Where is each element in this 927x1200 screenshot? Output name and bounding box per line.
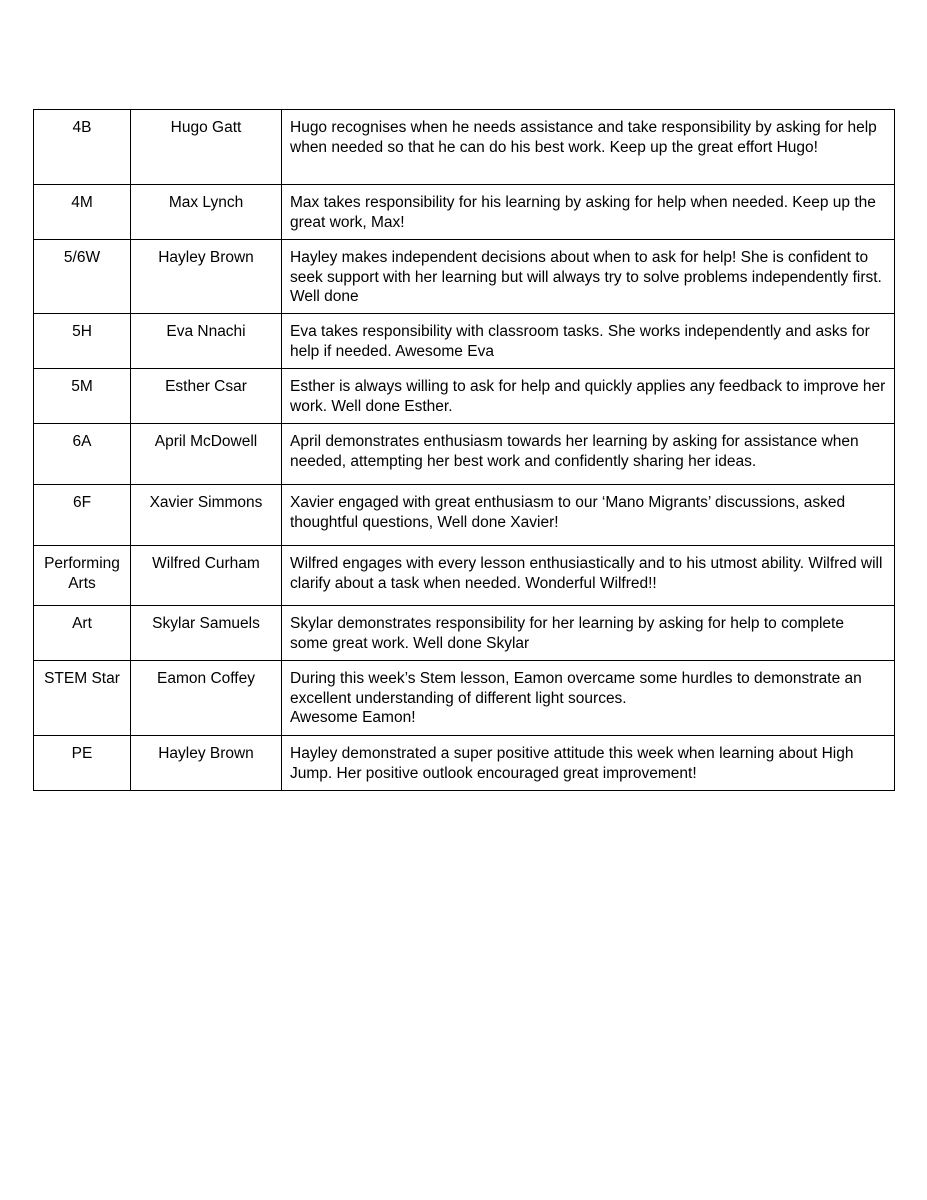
table-row xyxy=(34,424,895,485)
table-row xyxy=(34,369,895,424)
class-cell: STEM Star xyxy=(34,661,131,736)
comment-cell: April demonstrates enthusiasm towards her learning by asking for assistance when needed, attempting her best work and confidently sharing her ideas. xyxy=(282,424,895,485)
comment-cell: Eva takes responsibility with classroom tasks. She works independently and asks for help if needed. Awesome Eva xyxy=(282,314,895,369)
student-name-cell: Esther Csar xyxy=(131,369,282,424)
comment-cell: Hugo recognises when he needs assistance and take responsibility by asking for help when needed so that he can do his best work. Keep up the great effort Hugo! xyxy=(282,110,895,185)
student-name-cell: Xavier Simmons xyxy=(131,485,282,546)
comment-cell: Xavier engaged with great enthusiasm to our ‘Mano Migrants’ discussions, asked thoughtful questions, Well done Xavier! xyxy=(282,485,895,546)
class-cell: PE xyxy=(34,736,131,791)
class-cell: 5M xyxy=(34,369,131,424)
table-row xyxy=(34,546,895,606)
table-row xyxy=(34,110,895,185)
student-name-cell: April McDowell xyxy=(131,424,282,485)
class-cell: 6F xyxy=(34,485,131,546)
student-name-cell: Hugo Gatt xyxy=(131,110,282,185)
table-row xyxy=(34,485,895,546)
class-cell: 5/6W xyxy=(34,240,131,314)
class-cell: 4B xyxy=(34,110,131,185)
student-name-cell: Hayley Brown xyxy=(131,736,282,791)
student-name-cell: Skylar Samuels xyxy=(131,606,282,661)
comment-cell: Wilfred engages with every lesson enthusiastically and to his utmost ability. Wilfred will clarify about a task when needed. Wonderful Wilfred!! xyxy=(282,546,895,606)
student-name-cell: Hayley Brown xyxy=(131,240,282,314)
class-cell: 5H xyxy=(34,314,131,369)
awards-table xyxy=(33,109,895,791)
table-row xyxy=(34,661,895,736)
student-name-cell: Wilfred Curham xyxy=(131,546,282,606)
comment-cell: Skylar demonstrates responsibility for her learning by asking for help to complete some great work. Well done Skylar xyxy=(282,606,895,661)
student-name-cell: Max Lynch xyxy=(131,185,282,240)
student-name-cell: Eva Nnachi xyxy=(131,314,282,369)
table-row xyxy=(34,185,895,240)
comment-cell: Hayley demonstrated a super positive attitude this week when learning about High Jump. Her positive outlook encouraged great improvement! xyxy=(282,736,895,791)
class-cell: 6A xyxy=(34,424,131,485)
table-row xyxy=(34,314,895,369)
table-row xyxy=(34,736,895,791)
table-row xyxy=(34,240,895,314)
comment-cell: During this week’s Stem lesson, Eamon overcame some hurdles to demonstrate an excellent understanding of different light sources. Awesome Eamon! xyxy=(282,661,895,736)
student-name-cell: Eamon Coffey xyxy=(131,661,282,736)
comment-cell: Max takes responsibility for his learning by asking for help when needed. Keep up the great work, Max! xyxy=(282,185,895,240)
class-cell: Art xyxy=(34,606,131,661)
class-cell: 4M xyxy=(34,185,131,240)
table-row xyxy=(34,606,895,661)
comment-cell: Esther is always willing to ask for help and quickly applies any feedback to improve her work. Well done Esther. xyxy=(282,369,895,424)
comment-cell: Hayley makes independent decisions about when to ask for help! She is confident to seek support with her learning but will always try to solve problems independently first. Well done xyxy=(282,240,895,314)
class-cell: Performing Arts xyxy=(34,546,131,606)
